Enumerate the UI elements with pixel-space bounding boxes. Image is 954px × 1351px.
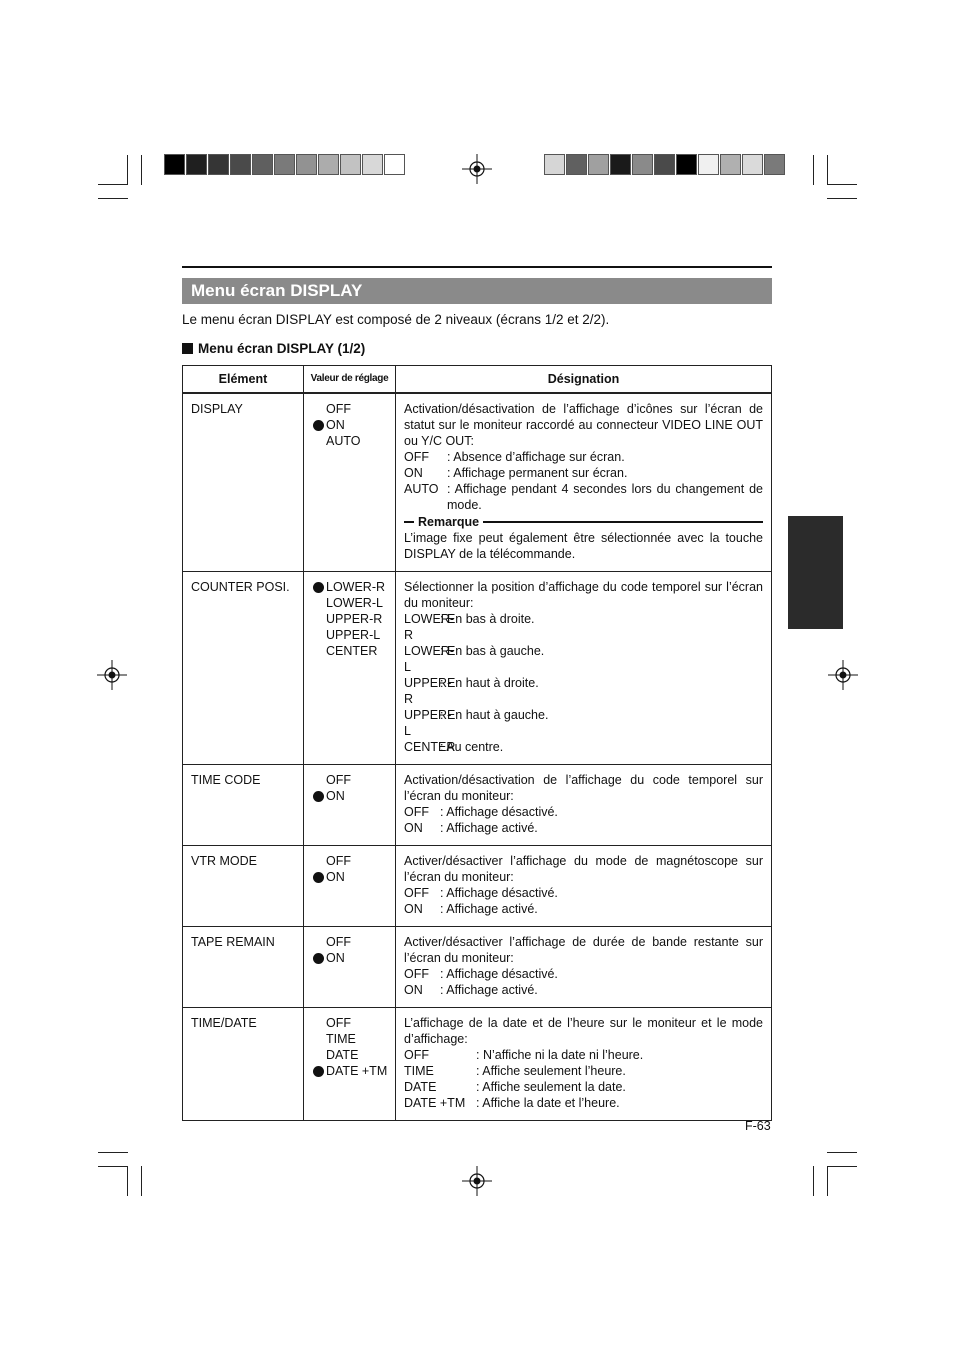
option-text: : Affichage pendant 4 secondes lors du changement de mode.	[447, 482, 763, 512]
color-swatch	[654, 154, 675, 175]
table-row	[183, 765, 772, 846]
option-key: OFF	[404, 886, 429, 900]
section-title: Menu écran DISPLAY	[182, 278, 772, 304]
option-explanation	[404, 1047, 763, 1063]
intro-text: Le menu écran DISPLAY est composé de 2 niveaux (écrans 1/2 et 2/2).	[182, 312, 610, 327]
color-swatch	[566, 154, 587, 175]
color-swatch	[208, 154, 229, 175]
remark-rule	[483, 521, 763, 523]
option-key: LOWER-L	[404, 644, 454, 674]
designation-cell	[396, 572, 772, 765]
designation-text: L’affichage de la date et de l’heure sur le moniteur et le mode d’affichage:	[404, 1016, 763, 1046]
value-option	[313, 869, 395, 885]
option-text: : N’affiche ni la date ni l’heure.	[476, 1048, 644, 1062]
color-swatch	[230, 154, 251, 175]
registration-mark-icon	[462, 1166, 492, 1196]
option-text: : Au centre.	[440, 740, 504, 754]
value-option	[313, 611, 395, 627]
value-label: AUTO	[326, 434, 361, 448]
option-text: : Absence d’affichage sur écran.	[447, 450, 625, 464]
option-explanation	[404, 739, 763, 755]
value-option	[313, 950, 395, 966]
table-row	[183, 572, 772, 765]
subheading-text: Menu écran DISPLAY (1/2)	[198, 341, 366, 356]
option-key: LOWER-R	[404, 612, 454, 642]
value-label: LOWER-R	[326, 580, 386, 594]
chapter-tab	[788, 516, 843, 629]
option-key: ON	[404, 466, 423, 480]
designation-cell	[396, 1008, 772, 1121]
table-row	[183, 846, 772, 927]
option-key: ON	[404, 902, 423, 916]
table-row	[183, 393, 772, 572]
designation-text: Activation/désactivation de l’affichage du code temporel sur l’écran du moniteur:	[404, 773, 763, 803]
option-explanation	[404, 901, 763, 917]
option-explanation	[404, 820, 763, 836]
option-text: : Affichage permanent sur écran.	[447, 466, 628, 480]
value-label: CENTER	[326, 644, 378, 658]
option-text: : Affichage désactivé.	[440, 967, 558, 981]
table-row	[183, 927, 772, 1008]
designation-text: Activer/désactiver l’affichage de durée de bande restante sur l’écran du moniteur:	[404, 935, 763, 965]
value-label: ON	[326, 418, 345, 432]
option-text: : Affichage désactivé.	[440, 805, 558, 819]
option-explanation	[404, 465, 763, 481]
option-text: : En bas à gauche.	[440, 644, 545, 658]
remark-heading	[404, 514, 763, 530]
option-explanation	[404, 481, 763, 513]
table-row	[183, 1008, 772, 1121]
value-label: OFF	[326, 854, 351, 868]
color-swatch	[186, 154, 207, 175]
value-option	[313, 853, 395, 869]
element-cell: TIME/DATE	[183, 1008, 304, 1121]
default-marker-icon	[313, 1066, 324, 1077]
default-marker-icon	[313, 791, 324, 802]
value-option	[313, 1063, 395, 1079]
option-explanation	[404, 982, 763, 998]
value-label: DATE +TM	[326, 1064, 388, 1078]
value-label: TIME	[326, 1032, 356, 1046]
settings-table	[182, 365, 772, 1121]
option-key: UPPER-L	[404, 708, 452, 738]
page-number: F-63	[745, 1119, 771, 1133]
option-explanation	[404, 449, 763, 465]
element-cell: VTR MODE	[183, 846, 304, 927]
value-label: OFF	[326, 402, 351, 416]
table-header-row	[183, 366, 772, 394]
color-swatch	[544, 154, 565, 175]
option-key: OFF	[404, 1048, 429, 1062]
color-swatch	[632, 154, 653, 175]
option-text: : Affiche la date et l’heure.	[476, 1096, 620, 1110]
element-cell: TAPE REMAIN	[183, 927, 304, 1008]
value-option	[313, 788, 395, 804]
value-option	[313, 579, 395, 595]
default-marker-icon	[313, 872, 324, 883]
color-swatch	[318, 154, 339, 175]
value-label: ON	[326, 870, 345, 884]
option-text: : Affichage activé.	[440, 983, 538, 997]
option-key: ON	[404, 983, 423, 997]
value-label: ON	[326, 789, 345, 803]
value-option	[313, 417, 395, 433]
color-swatch	[296, 154, 317, 175]
value-option	[313, 1031, 395, 1047]
option-explanation	[404, 643, 763, 675]
color-swatch	[676, 154, 697, 175]
value-option	[313, 627, 395, 643]
color-swatch	[742, 154, 763, 175]
option-text: : Affichage activé.	[440, 902, 538, 916]
designation-cell	[396, 765, 772, 846]
color-swatch	[164, 154, 185, 175]
option-key: OFF	[404, 805, 429, 819]
option-key: DATE	[404, 1080, 437, 1094]
option-explanation	[404, 804, 763, 820]
option-key: ON	[404, 821, 423, 835]
element-cell: COUNTER POSI.	[183, 572, 304, 765]
option-key: OFF	[404, 967, 429, 981]
option-text: : Affichage désactivé.	[440, 886, 558, 900]
option-key: AUTO	[404, 482, 439, 496]
value-label: OFF	[326, 935, 351, 949]
value-option	[313, 401, 395, 417]
option-explanation	[404, 1095, 763, 1111]
element-cell: DISPLAY	[183, 393, 304, 572]
default-marker-icon	[313, 953, 324, 964]
color-swatch	[610, 154, 631, 175]
option-text: : Affiche seulement l’heure.	[476, 1064, 626, 1078]
value-option	[313, 433, 395, 449]
value-label: UPPER-L	[326, 628, 381, 642]
value-option	[313, 772, 395, 788]
value-cell	[304, 572, 396, 765]
header-element: Elément	[183, 366, 304, 394]
value-cell	[304, 1008, 396, 1121]
value-option	[313, 934, 395, 950]
option-text: : Affichage activé.	[440, 821, 538, 835]
designation-text: Activer/désactiver l’affichage du mode de magnétoscope sur l’écran du moniteur:	[404, 854, 763, 884]
option-text: : Affiche seulement la date.	[476, 1080, 626, 1094]
value-cell	[304, 765, 396, 846]
option-key: TIME	[404, 1064, 434, 1078]
color-swatch	[764, 154, 785, 175]
designation-cell	[396, 393, 772, 572]
color-swatch	[720, 154, 741, 175]
color-swatch	[384, 154, 405, 175]
option-text: : En bas à droite.	[440, 612, 535, 626]
value-cell	[304, 846, 396, 927]
option-key: DATE +TM	[404, 1096, 466, 1110]
color-bar-left	[164, 154, 406, 176]
value-option	[313, 1047, 395, 1063]
option-explanation	[404, 885, 763, 901]
registration-mark-icon	[97, 660, 127, 690]
value-label: UPPER-R	[326, 612, 383, 626]
remark-label: Remarque	[418, 515, 480, 529]
element-cell: TIME CODE	[183, 765, 304, 846]
option-explanation	[404, 1063, 763, 1079]
color-swatch	[362, 154, 383, 175]
default-marker-icon	[313, 582, 324, 593]
remark-rule	[404, 521, 414, 523]
option-explanation	[404, 675, 763, 707]
value-option	[313, 643, 395, 659]
value-cell	[304, 393, 396, 572]
designation-cell	[396, 927, 772, 1008]
option-explanation	[404, 1079, 763, 1095]
header-designation: Désignation	[396, 366, 772, 394]
value-label: DATE	[326, 1048, 359, 1062]
designation-text: Sélectionner la position d’affichage du code temporel sur l’écran du moniteur:	[404, 580, 763, 610]
registration-mark-icon	[828, 660, 858, 690]
default-marker-icon	[313, 420, 324, 431]
color-swatch	[588, 154, 609, 175]
value-label: OFF	[326, 773, 351, 787]
color-swatch	[340, 154, 361, 175]
registration-mark-icon	[462, 154, 492, 184]
value-label: LOWER-L	[326, 596, 383, 610]
subheading	[182, 341, 365, 356]
color-swatch	[274, 154, 295, 175]
designation-cell	[396, 846, 772, 927]
section-rule	[182, 266, 772, 268]
value-label: OFF	[326, 1016, 351, 1030]
remark-text: L’image fixe peut également être sélectionnée avec la touche DISPLAY de la télécommande.	[404, 531, 763, 561]
value-label: ON	[326, 951, 345, 965]
square-bullet-icon	[182, 343, 193, 354]
color-swatch	[698, 154, 719, 175]
option-text: : En haut à droite.	[440, 676, 539, 690]
option-key: UPPER-R	[404, 676, 452, 706]
option-text: : En haut à gauche.	[440, 708, 549, 722]
header-value: Valeur de réglage	[304, 366, 396, 394]
option-key: CENTER	[404, 740, 456, 754]
option-explanation	[404, 611, 763, 643]
value-option	[313, 1015, 395, 1031]
value-cell	[304, 927, 396, 1008]
option-key: OFF	[404, 450, 429, 464]
option-explanation	[404, 707, 763, 739]
value-option	[313, 595, 395, 611]
option-explanation	[404, 966, 763, 982]
color-swatch	[252, 154, 273, 175]
color-bar-right	[544, 154, 786, 176]
designation-text: Activation/désactivation de l’affichage d’icônes sur l’écran de statut sur le moniteur raccordé au connecteur VIDEO LINE OUT ou Y/C OUT:	[404, 402, 763, 448]
